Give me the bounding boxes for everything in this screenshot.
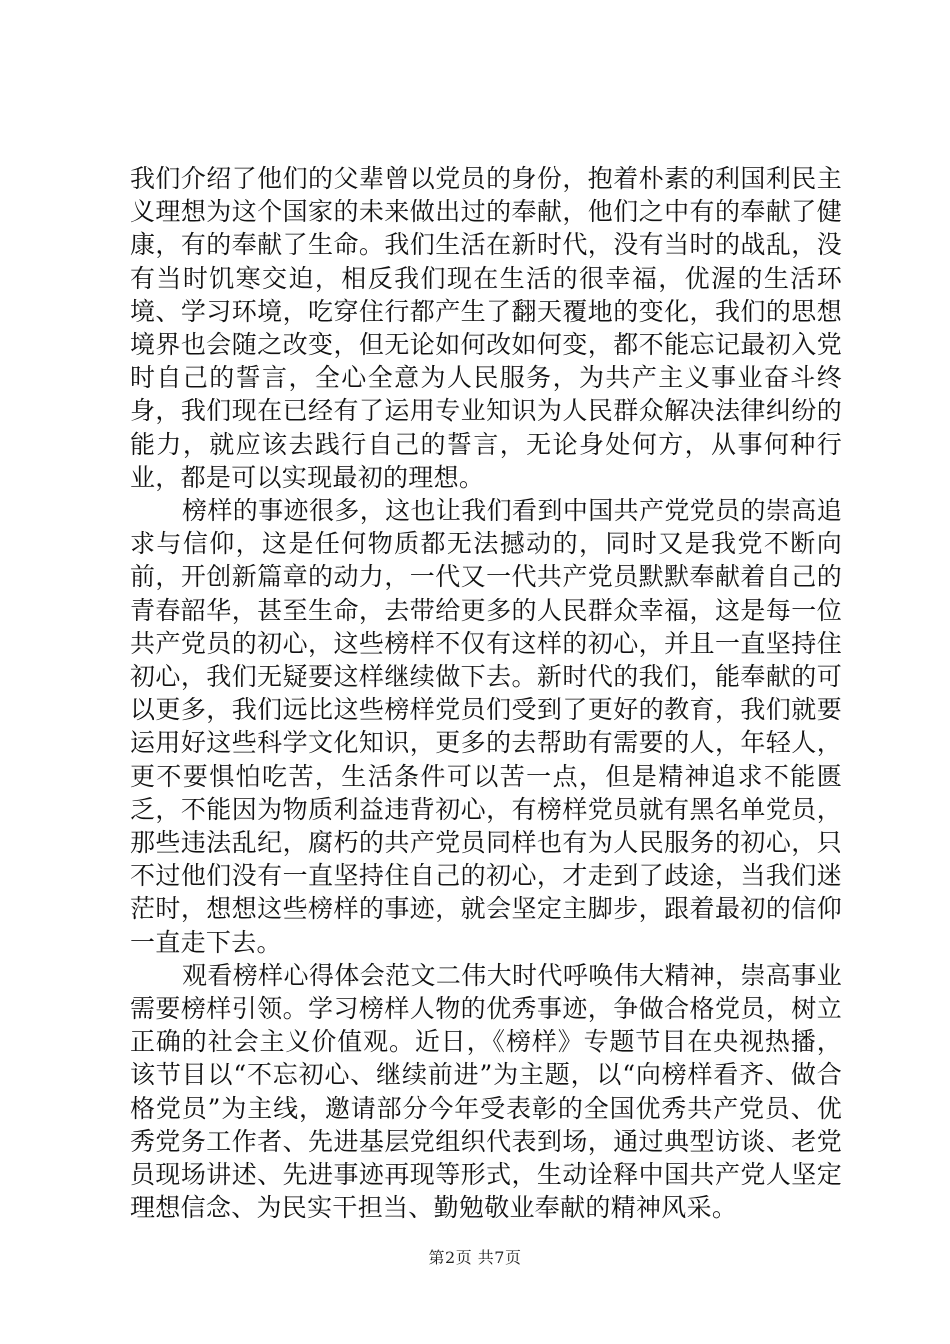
paragraph-1: 我们介绍了他们的父辈曾以党员的身份，抱着朴素的利国利民主义理想为这个国家的未来做出过的奉献，他们之中有的奉献了健康，有的奉献了生命。我们生活在新时代，没有当时的战乱，没有当时饥寒交迫，相反我们现在生活的很幸福，优渥的生活环境、学习环境，吃穿住行都产生了翻天覆地的变化，我们的思想境界也会随之改变，但无论如何改如何变，都不能忘记最初入党时自己的誓言，全心全意为人民服务，为共产主义事业奋斗终身，我们现在已经有了运用专业知识为人民群众解决法律纠纷的能力，就应该去践行自己的誓言，无论身处何方，从事何种行业，都是可以实现最初的理想。 [130,164,842,492]
paragraph-3: 观看榜样心得体会范文二伟大时代呼唤伟大精神，崇高事业需要榜样引领。学习榜样人物的优秀事迹，争做合格党员，树立正确的社会主义价值观。近日，《榜样》专题节目在央视热播，该节目以“不忘初心、继续前进”为主题，以“向榜样看齐、做合格党员”为主线，邀请部分今年受表彰的全国优秀共产党员、优秀党务工作者、先进基层党组织代表到场，通过典型访谈、老党员现场讲述、先进事迹再现等形式，生动诠释中国共产党人坚定理想信念、为民实干担当、勤勉敬业奉献的精神风采。 [130,960,842,1223]
paragraph-2: 榜样的事迹很多，这也让我们看到中国共产党党员的崇高追求与信仰，这是任何物质都无法撼动的，同时又是我党不断向前，开创新篇章的动力，一代又一代共产党员默默奉献着自己的青春韶华，甚至生命，去带给更多的人民群众幸福，这是每一位共产党员的初心，这些榜样不仅有这样的初心，并且一直坚持住初心，我们无疑要这样继续做下去。新时代的我们，能奉献的可以更多，我们远比这些榜样党员们受到了更好的教育，我们就要运用好这些科学文化知识，更多的去帮助有需要的人，年轻人，更不要惧怕吃苦，生活条件可以苦一点，但是精神追求不能匮乏，不能因为物质利益违背初心，有榜样党员就有黑名单党员，那些违法乱纪，腐朽的共产党员同样也有为人民服务的初心，只不过他们没有一直坚持住自己的初心，才走到了歧途，当我们迷茫时，想想这些榜样的事迹，就会坚定主脚步，跟着最初的信仰一直走下去。 [130,496,842,957]
page-number-footer: 第2页 共7页 [428,1248,522,1267]
document-body [130,162,842,1225]
